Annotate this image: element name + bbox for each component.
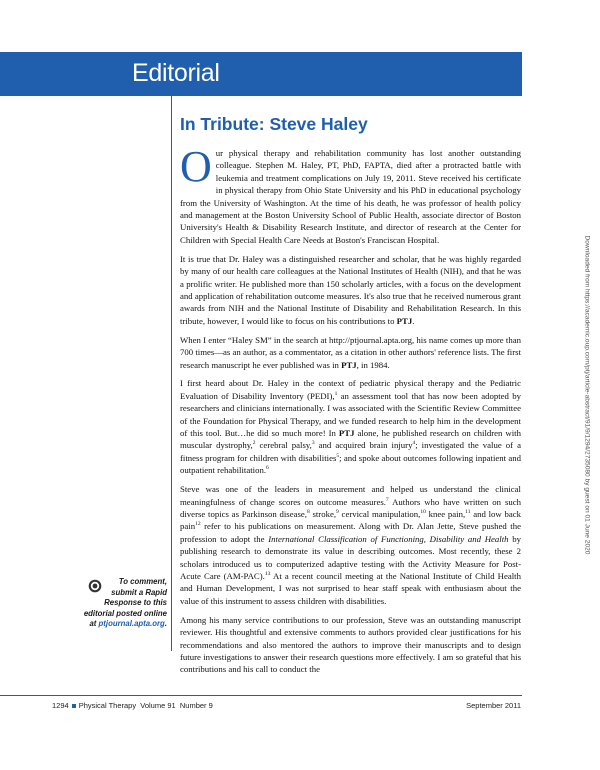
citation: 8 — [306, 509, 310, 516]
journal-abbrev: PTJ — [396, 315, 413, 326]
ptjournal-link[interactable]: ptjournal.apta.org — [98, 619, 165, 629]
paragraph-2: It is true that Dr. Haley was a distinguished researcher and scholar, that he was highly regarded by many of our health care colleagues at the National Institutes of Health (NIH), and that he was a prolific writer. He published more than 150 scholarly articles, with a focus on the development and application of rehabilitation outcome measures. It's also true that he received numerous grant awards from NIH and the National Institute of Disability and Rehabilitation Research. In this tribute, however, I would like to focus on his contributions to PTJ. — [180, 253, 521, 326]
comment-callout: To comment, submit a Rapid Response to this editorial posted online at ptjournal.apta.org. — [83, 577, 167, 629]
issue-number: Number 9 — [179, 701, 213, 710]
paragraph-1: Our physical therapy and rehabilitation community has lost another outstanding colleague. Stephen M. Haley, PT, PhD, FAPTA, died after a protracted battle with leukemia and treatment complications on July 19, 2011. Steve received his certificate in physical therapy from Ohio State University and his PhD in educational psychology from the University of Washington. At the time of his death, he was professor of health policy and management at the Boston University School of Public Health, associate director of Boston University's Health & Disability Research Institute, and director of research at the Center for Children with Special Health Care Needs at Boston's Franciscan Hospital. — [180, 142, 521, 245]
citation: 5 — [336, 452, 340, 459]
volume: Volume 91 — [140, 701, 176, 710]
citation: 2 — [252, 440, 256, 447]
issue-date: September 2011 — [466, 701, 521, 710]
paragraph-3: When I enter “Haley SM” in the search at http://ptjournal.apta.org, his name comes up more than 700 times—as an author, as a commentator, as a citation in other authors' reference lists. The first research manuscript he ever published was in PTJ, in 1984. — [180, 334, 521, 370]
article-title: In Tribute: Steve Haley — [180, 114, 368, 134]
column-divider — [171, 96, 172, 651]
section-title: Editorial — [132, 59, 220, 87]
citation: 10 — [420, 509, 426, 516]
paragraph-4: I first heard about Dr. Haley in the context of pediatric physical therapy and the Pediatric Evaluation of Disability Inventory (PEDI),$^1$ an assessment tool that has now been adopted by researchers and clinicians internationally. I was associated with the Scientific Review Committee of the Foundation for Physical Therapy, and we funded research to help him in the development of this tool. But…he did so much more! In PTJ alone, he published research on children with muscular dystrophy,$^2$ cerebral palsy,$^3$ and acquired brain injury$^4$; investigated the value of a fitness program for children with disabilities$^5$; and spoke about outcomes following inpatient and outpatient rehabilitation.$^6$ — [180, 378, 522, 476]
journal-abbrev: PTJ — [341, 359, 357, 370]
citation: 12 — [195, 521, 201, 528]
citation: 11 — [465, 509, 471, 516]
paragraph-5: Steve was one of the leaders in measurement and helped us understand the clinical meaningfulness of change scores on outcome measures.$^7$ Authors who have written on such diverse topics as Parkinson disease,$^8$ stroke,$^9$ cervical manipulation,$^{10}$ knee pain,$^{11}$ and low back pain$^{12}$ refer to his publications on measurement. Along with Dr. Alan Jette, Steve pushed the profession to adopt the International Classification of Functioning, Disability and Health by publishing research to demonstrate its value in describing outcomes. Most recently, these 2 scholars introduced us to computerized adaptive testing with the Activity Measure for Post-Acute Care (AM-PAC).$^{13}$ At a recent council meeting at the National Institute of Child Health and Human Development, I was not surprised to hear staff speak with enthusiasm about the value of this instrument to assess children with disabilities. — [180, 484, 522, 606]
journal-name: Physical Therapy — [78, 701, 137, 710]
citation: 7 — [385, 496, 389, 503]
footer-rule — [0, 695, 522, 696]
bullet-icon — [72, 704, 76, 708]
page-number: 1294 — [52, 701, 69, 710]
citation: 6 — [266, 465, 269, 472]
paragraph-6: Among his many service contributions to our profession, Steve was an outstanding manuscript reviewer. His thoughtful and extensive comments to authors provided clear justifications for his recommendations and also mentored the authors to improve their manuscripts and to design future investigations to answer their research questions more effectively. I am so grateful that his contributions and his call to conduct the — [180, 614, 521, 675]
citation: 13 — [264, 571, 271, 578]
citation: 4 — [412, 440, 416, 447]
section-banner — [0, 52, 522, 96]
citation: 1 — [334, 390, 338, 397]
article-body — [180, 142, 522, 682]
citation: 3 — [311, 440, 315, 447]
drop-cap: O — [180, 142, 212, 191]
download-watermark: Downloaded from https://academic.oup.com/ptj/article-abstract/91/9/1294/2735080 by guest on 01 June 2020 — [583, 235, 591, 555]
icf-title: International Classification of Functioning, Disability and Health — [268, 533, 509, 544]
citation: 9 — [336, 509, 339, 516]
journal-abbrev: PTJ — [338, 428, 355, 439]
